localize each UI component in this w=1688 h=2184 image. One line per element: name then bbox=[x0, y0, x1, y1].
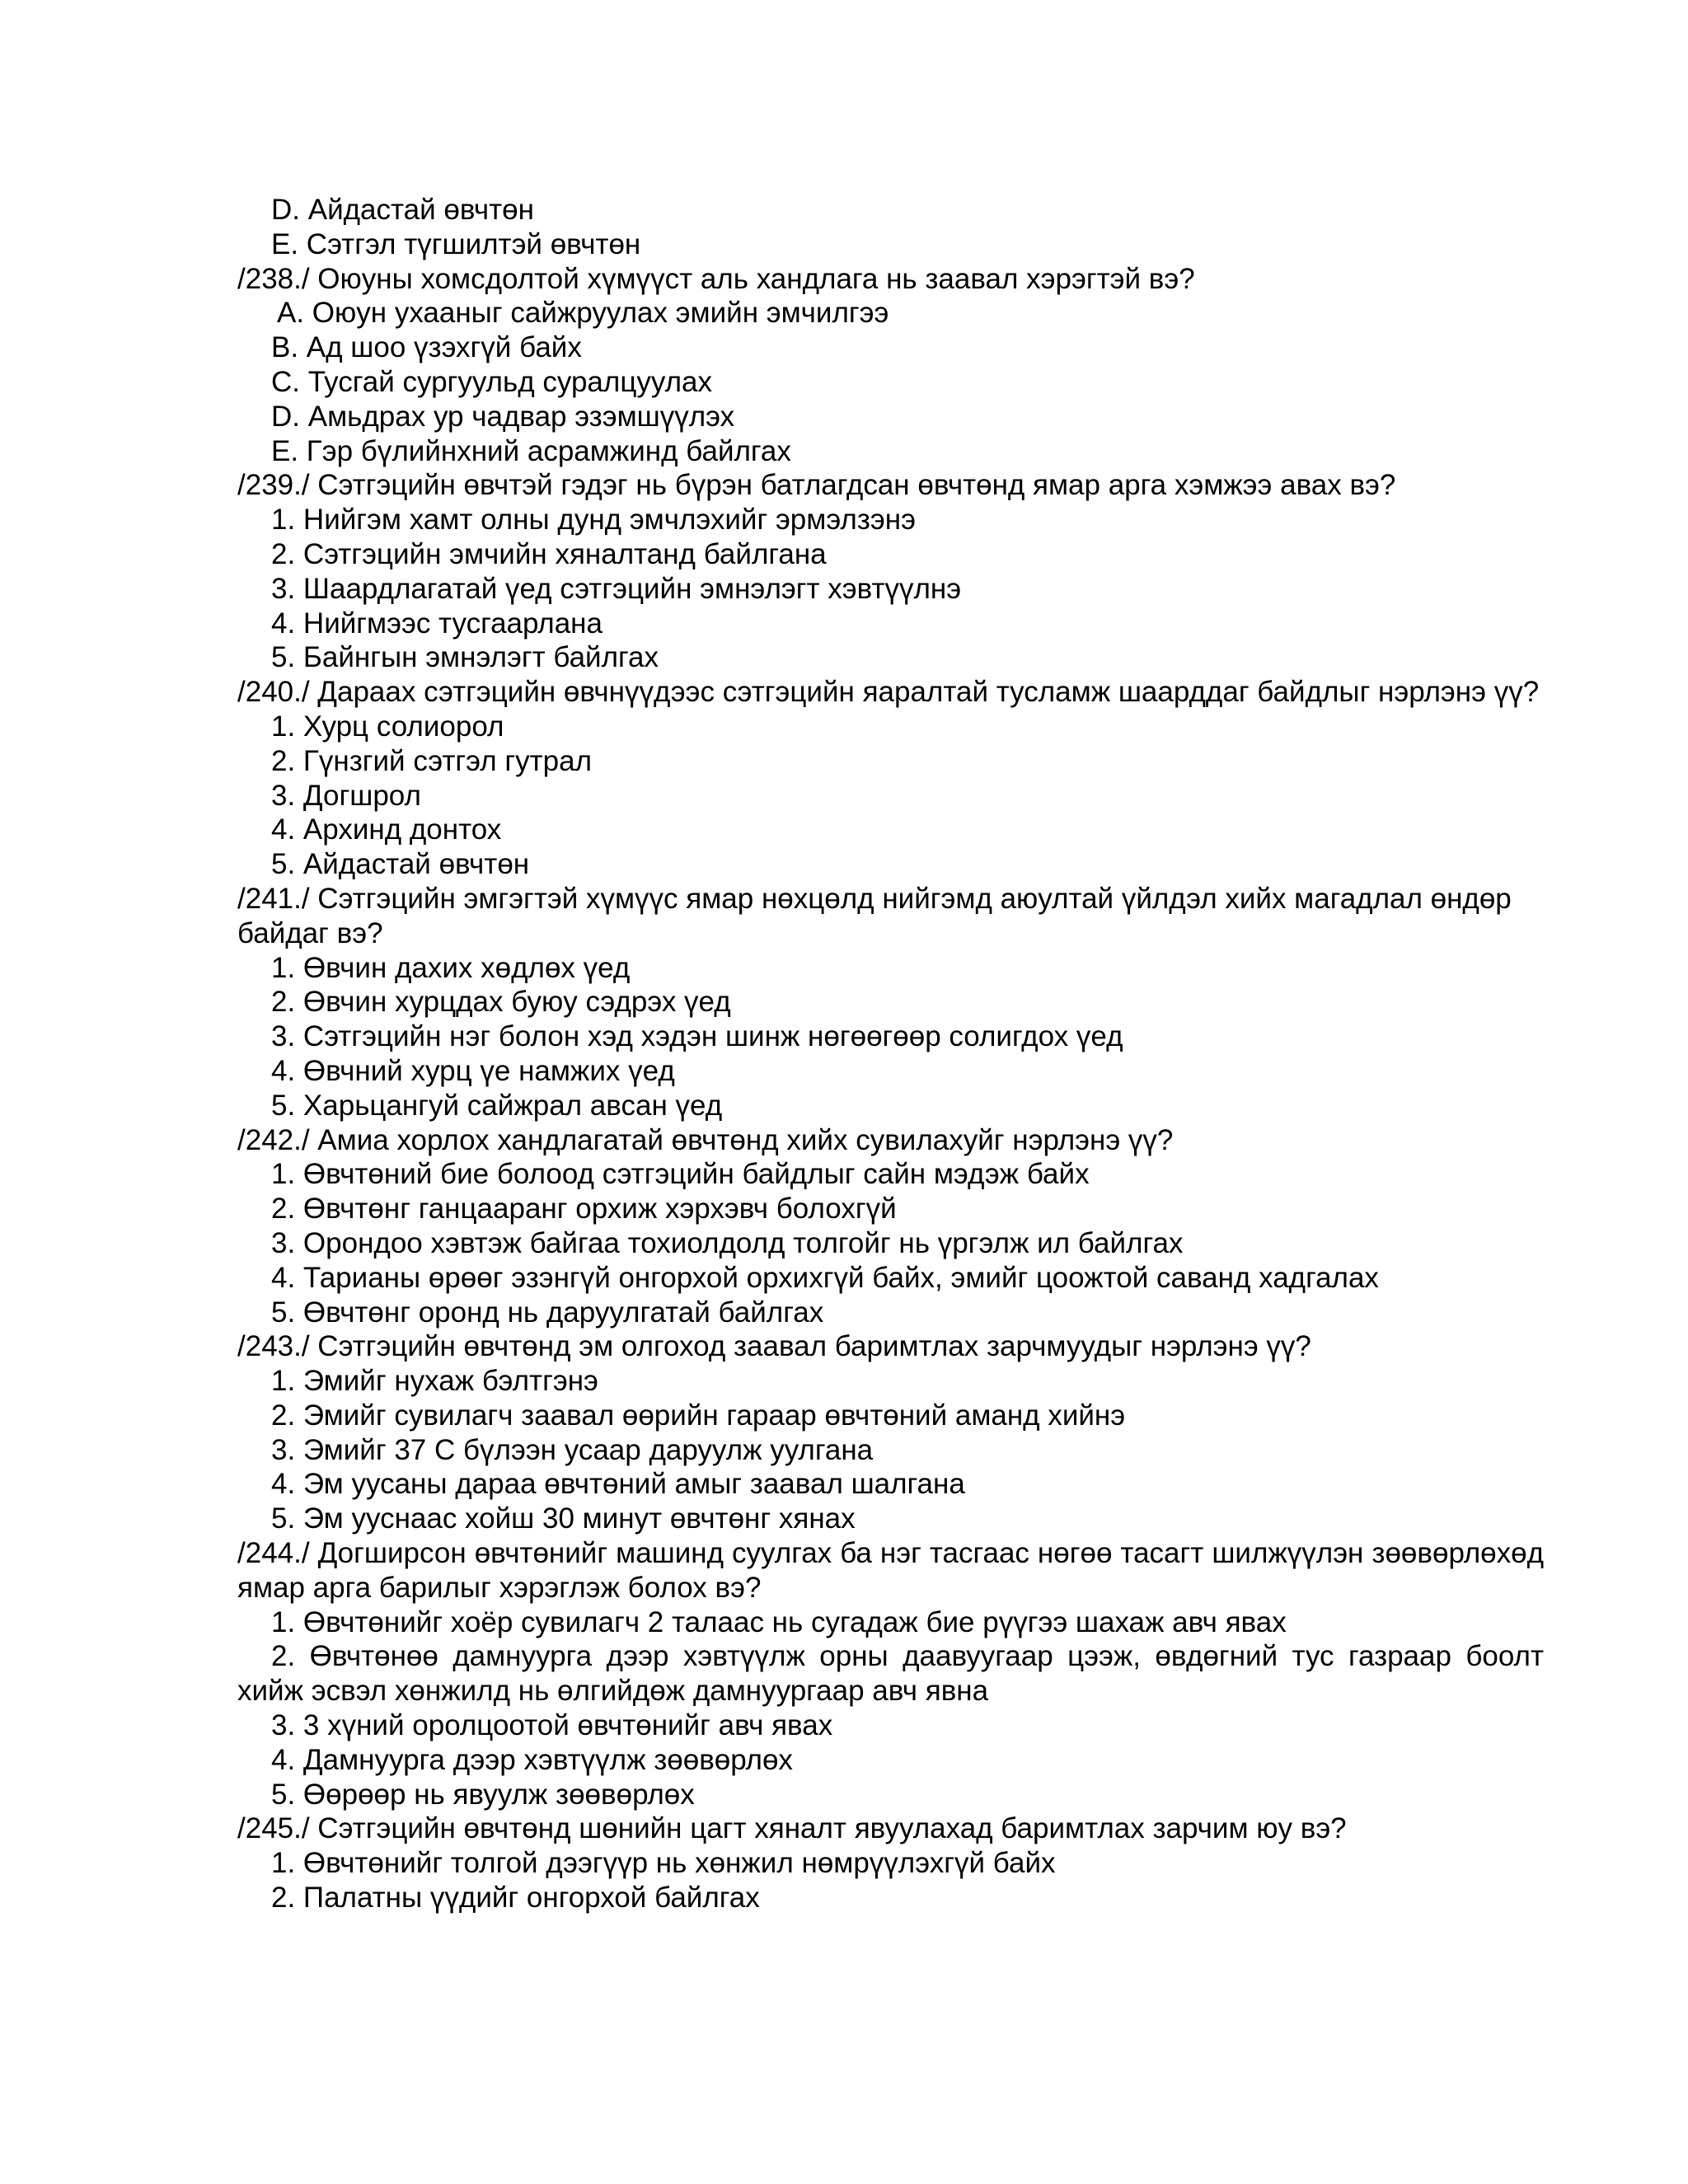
question-243-option-4: 4. Эм уусаны дараа өвчтөний амыг заавал шалгана bbox=[271, 1468, 965, 1501]
question-238-option-d: D. Амьдрах ур чадвар эзэмшүүлэх bbox=[271, 400, 735, 433]
question-240-option-5: 5. Айдастай өвчтөн bbox=[271, 848, 530, 881]
question-238-option-c: C. Тусгай сургуульд суралцуулах bbox=[271, 365, 712, 398]
question-242-option-3: 3. Орондоо хэвтэж байгаа тохиолдолд толгойг нь үргэлж ил байлгах bbox=[271, 1226, 1184, 1259]
question-242-option-4: 4. Тарианы өрөөг эзэнгүй онгорхой орхихгүй байх, эмийг цоожтой саванд хадгалах bbox=[271, 1261, 1379, 1294]
document-page bbox=[237, 193, 1544, 1915]
question-240-option-4: 4. Архинд донтох bbox=[271, 813, 502, 846]
question-244-option-5: 5. Өөрөөр нь явуулж зөөвөрлөх bbox=[271, 1778, 695, 1811]
question-244-option-4: 4. Дамнуурга дээр хэвтүүлж зөөвөрлөх bbox=[271, 1743, 793, 1776]
question-242-option-2: 2. Өвчтөнг ганцаарaнг орхиж хэрхэвч болохгүй bbox=[271, 1193, 897, 1226]
question-239-option-4: 4. Нийгмээс тусгаарлана bbox=[271, 607, 603, 640]
question-241-option-5: 5. Харьцангуй сайжрал авсан үед bbox=[271, 1089, 723, 1122]
question-243-title: /243./ Сэтгэцийн өвчтөнд эм олгоход заавал баримтлах зарчмуудыг нэрлэнэ үү? bbox=[237, 1330, 1311, 1363]
question-241-option-1: 1. Өвчин дахих хөдлөх үед bbox=[271, 951, 631, 984]
question-238-option-b: B. Ад шоо үзэхгүй байх bbox=[271, 331, 582, 364]
question-242-title: /242./ Амиа хорлох хандлагатай өвчтөнд хийх сувилахуйг нэрлэнэ үү? bbox=[237, 1123, 1174, 1156]
question-243-option-5: 5. Эм ууснаас хойш 30 минут өвчтөнг хянах bbox=[271, 1502, 856, 1535]
question-238-title: /238./ Оюуны хомсдолтой хүмүүст аль хандлага нь заавал хэрэгтэй вэ? bbox=[237, 262, 1195, 295]
question-239-option-2: 2. Сэтгэцийн эмчийн хяналтанд байлгана bbox=[271, 537, 827, 570]
lead-option-e: E. Сэтгэл түгшилтэй өвчтөн bbox=[271, 227, 641, 260]
question-245-option-2: 2. Палатны үүдийг онгорхой байлгах bbox=[271, 1882, 760, 1915]
question-241-option-4: 4. Өвчний хурц үе намжих үед bbox=[271, 1054, 675, 1087]
question-241-option-2: 2. Өвчин хурцдах буюу сэдрэх үед bbox=[271, 986, 731, 1019]
question-242-option-5: 5. Өвчтөнг оронд нь даруулгатай байлгах bbox=[271, 1296, 824, 1329]
question-240-option-3: 3. Догшрол bbox=[271, 779, 421, 812]
question-244-option-3: 3. 3 хүний оролцоотой өвчтөнийг авч явах bbox=[271, 1709, 833, 1742]
question-243-option-1: 1. Эмийг нухаж бэлтгэнэ bbox=[271, 1365, 598, 1398]
question-244-option-2: 2. Өвчтөнөө дамнуурга дээр хэвтүүлж орны даавуугаар цээж, өвдөгний тус газраар боолт хийж эсвэл хөнжилд нь өлгийдөж дамнуургаар авч явна bbox=[237, 1640, 1544, 1708]
question-238-option-a: A. Оюун ухааныг сайжруулах эмийн эмчилгээ bbox=[277, 297, 889, 330]
question-240-option-1: 1. Хурц солиорол bbox=[271, 710, 504, 743]
question-245-option-1: 1. Өвчтөнийг толгой дээгүүр нь хөнжил нөмрүүлэхгүй байх bbox=[271, 1847, 1056, 1880]
question-243-option-2: 2. Эмийг сувилагч заавал өөрийн гараар өвчтөний аманд хийнэ bbox=[271, 1399, 1126, 1432]
question-244-option-1: 1. Өвчтөнийг хоёр сувилагч 2 талаас нь сугадаж бие рүүгээ шахаж авч явах bbox=[271, 1605, 1287, 1638]
question-240-option-2: 2. Гүнзгий сэтгэл гутрал bbox=[271, 744, 592, 777]
question-243-option-3: 3. Эмийг 37 С бүлээн усаар даруулж уулгана bbox=[271, 1433, 874, 1466]
question-241-title: /241./ Сэтгэцийн эмгэгтэй хүмүүс ямар нөхцөлд нийгэмд аюултай үйлдэл хийх магадлал өндөр байдаг вэ? bbox=[237, 882, 1512, 949]
question-239-option-3: 3. Шаардлагатай үед сэтгэцийн эмнэлэгт хэвтүүлнэ bbox=[271, 572, 962, 605]
question-240-title: /240./ Дараах сэтгэцийн өвчнүүдээс сэтгэцийн яаралтай тусламж шаарддаг байдлыг нэрлэнэ үү? bbox=[237, 676, 1540, 709]
question-241-option-3: 3. Сэтгэцийн нэг болон хэд хэдэн шинж нөгөөгөөр солигдох үед bbox=[271, 1020, 1123, 1053]
question-239-option-5: 5. Байнгын эмнэлэгт байлгах bbox=[271, 641, 659, 674]
question-242-option-1: 1. Өвчтөний бие болоод сэтгэцийн байдлыг сайн мэдэж байх bbox=[271, 1158, 1090, 1191]
question-244-title: /244./ Догширсон өвчтөнийг машинд суулгах ба нэг тасгаас нөгөө тасагт шилжүүлэн зөөвөрлөхөд ямар арга барилыг хэрэглэж болох вэ? bbox=[237, 1537, 1544, 1604]
lead-option-d: D. Айдастай өвчтөн bbox=[271, 194, 534, 226]
question-238-option-e: E. Гэр бүлийнхний асрамжинд байлгах bbox=[271, 434, 791, 467]
question-245-title: /245./ Сэтгэцийн өвчтөнд шөнийн цагт хяналт явуулахад баримтлах зарчим юу вэ? bbox=[237, 1812, 1347, 1845]
question-239-title: /239./ Сэтгэцийн өвчтэй гэдэг нь бүрэн батлагдсан өвчтөнд ямар арга хэмжээ авах вэ? bbox=[237, 469, 1396, 502]
question-239-option-1: 1. Нийгэм хамт олны дунд эмчлэхийг эрмэлзэнэ bbox=[271, 504, 916, 537]
